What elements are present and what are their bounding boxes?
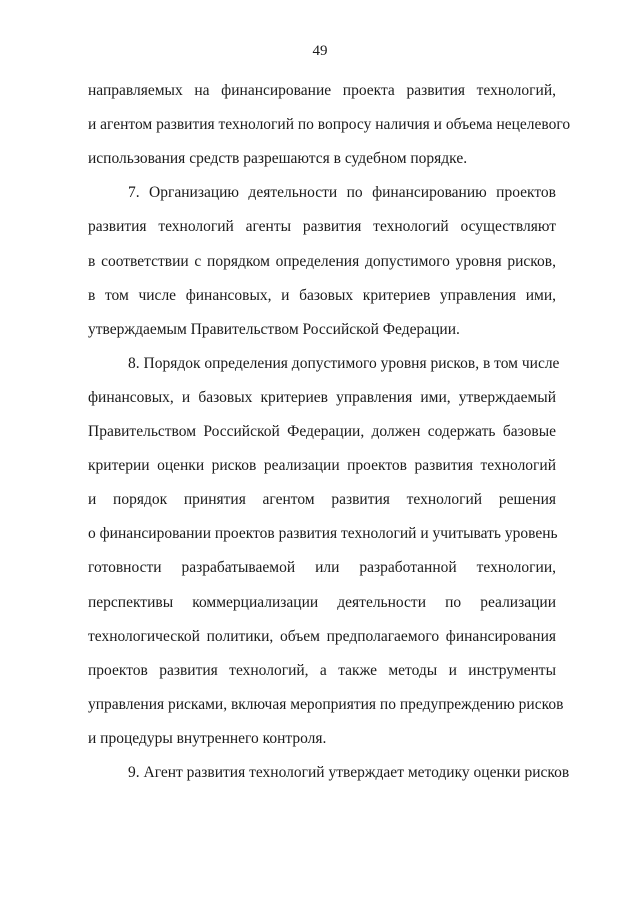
text-line: и агентом развития технологий по вопросу наличия и объема нецелевого: [88, 116, 571, 134]
text-line: перспективы коммерциализации деятельности по реализации: [88, 593, 556, 611]
text-line: 7. Организацию деятельности по финансированию проектов: [128, 184, 556, 202]
text-line: и порядок принятия агентом развития технологий решения: [88, 491, 556, 509]
text-line: критерии оценки рисков реализации проектов развития технологий: [88, 457, 556, 475]
text-line: о финансировании проектов развития технологий и учитывать уровень: [88, 525, 558, 543]
text-line: и процедуры внутреннего контроля.: [88, 729, 327, 747]
text-line: в том числе финансовых, и базовых критериев управления ими,: [88, 286, 556, 304]
text-line: направляемых на финансирование проекта развития технологий,: [88, 82, 556, 99]
text-line: развития технологий агенты развития технологий осуществляют: [88, 218, 556, 236]
text-line: утверждаемым Правительством Российской Федерации.: [88, 320, 460, 338]
text-line: в соответствии с порядком определения допустимого уровня рисков,: [88, 252, 556, 270]
text-line: 9. Агент развития технологий утверждает методику оценки рисков: [128, 764, 570, 781]
text-line: технологической политики, объем предполагаемого финансирования: [88, 627, 556, 645]
text-line: управления рисками, включая мероприятия по предупреждению рисков: [88, 695, 564, 713]
text-line: использования средств разрешаются в судебном порядке.: [88, 150, 468, 168]
text-line: готовности разрабатываемой или разработанной технологии,: [88, 559, 556, 577]
text-line: 8. Порядок определения допустимого уровня рисков, в том числе: [128, 354, 560, 372]
text-line: финансовых, и базовых критериев управления ими, утверждаемый: [88, 388, 556, 406]
page-number: 49: [312, 43, 328, 59]
text-line: проектов развития технологий, а также методы и инструменты: [88, 661, 556, 679]
text-line: Правительством Российской Федерации, должен содержать базовые: [88, 423, 556, 440]
